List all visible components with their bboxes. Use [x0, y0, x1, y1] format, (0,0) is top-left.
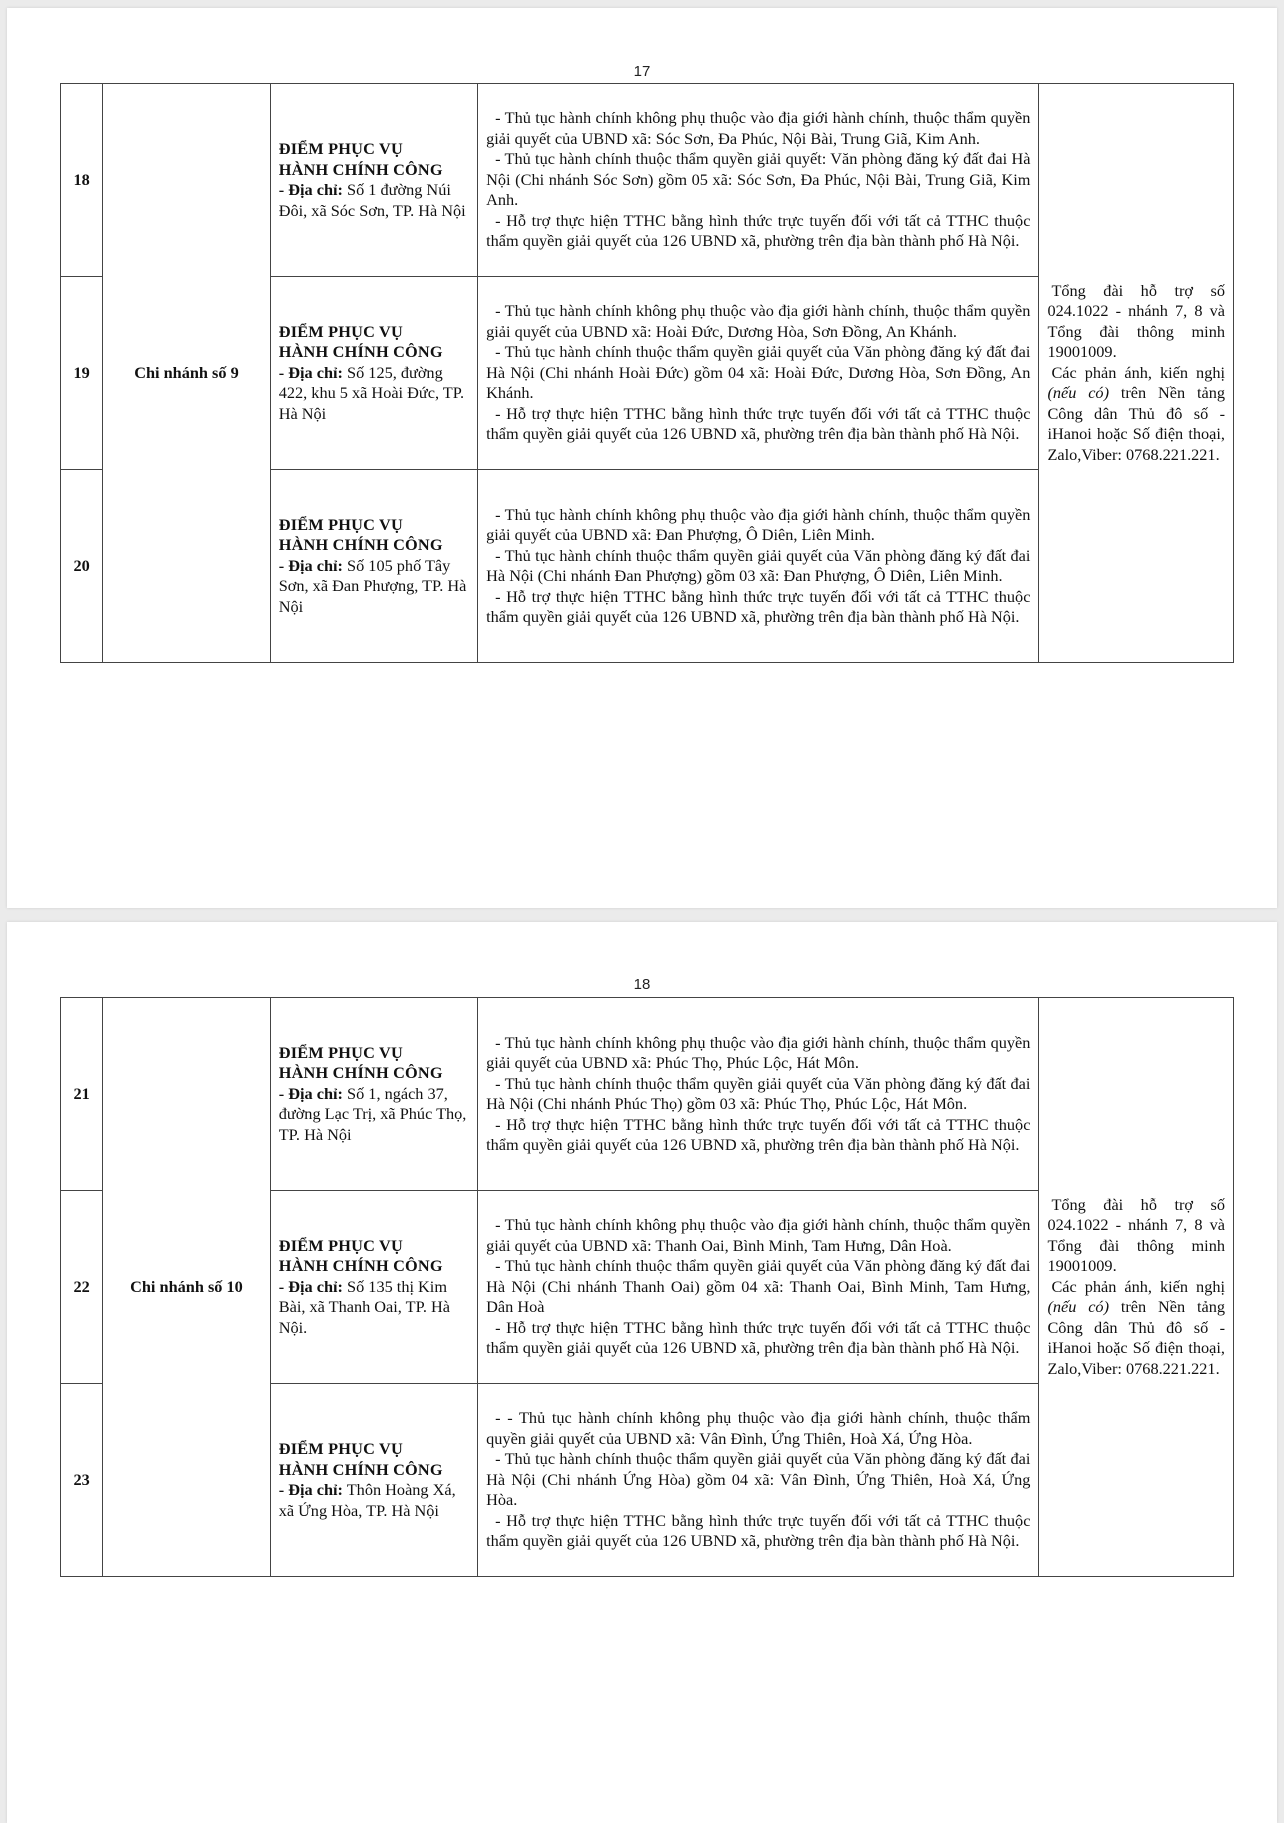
address-label: - Địa chỉ: — [278, 555, 343, 575]
service-point-cell — [270, 277, 477, 470]
branch-name: Chi nhánh số 9 — [103, 84, 271, 663]
row-number: 22 — [61, 1191, 103, 1384]
service-point-address — [279, 180, 469, 221]
page-number: 17 — [633, 63, 651, 80]
address-text: Số 135 thị Kim Bài, xã Thanh Oai, TP. Hà Nội. — [278, 1276, 450, 1337]
service-point-title: ĐIỂM PHỤC VỤ — [278, 1235, 403, 1255]
service-point-address — [279, 363, 469, 425]
description-paragraph: - - Thủ tục hành chính không phụ thuộc vào địa giới hành chính, thuộc thẩm quyền giải quyết của UBND xã: Vân Đình, Ứng Thiên, Hoà Xá, Ứng Hòa. — [486, 1408, 1031, 1448]
feedback-optional-note: (nếu có) — [1047, 383, 1109, 403]
description-paragraph: - Thủ tục hành chính thuộc thẩm quyền giải quyết: Văn phòng đăng ký đất đai Hà Nội (Chi nhánh Sóc Sơn) gồm 05 xã: Sóc Sơn, Đa Phúc, Nội Bài, Trung Giã, Kim Anh. — [486, 149, 1031, 210]
address-label: - Địa chỉ: — [278, 1276, 343, 1296]
procedure-description — [478, 277, 1039, 470]
description-paragraph: - Thủ tục hành chính không phụ thuộc vào địa giới hành chính, thuộc thẩm quyền giải quyết của UBND xã: Đan Phượng, Ô Diên, Liên Minh. — [486, 504, 1031, 544]
service-point-address — [279, 556, 469, 618]
address-label: - Địa chỉ: — [278, 362, 343, 382]
description-paragraph: - Thủ tục hành chính không phụ thuộc vào địa giới hành chính, thuộc thẩm quyền giải quyết của UBND xã: Thanh Oai, Bình Minh, Tam Hưng, Dân Hoà. — [486, 1215, 1031, 1255]
feedback-text-end: trên Nền tảng Công dân Thủ đô số - iHanoi hoặc Số điện thoại, Zalo,Viber: 0768.221.221. — [1047, 1297, 1225, 1378]
address-text: Số 1 đường Núi Đôi, xã Sóc Sơn, TP. Hà Nội — [278, 180, 466, 220]
description-paragraph: - Thủ tục hành chính không phụ thuộc vào địa giới hành chính, thuộc thẩm quyền giải quyết của UBND xã: Sóc Sơn, Đa Phúc, Nội Bài, Trung Giã, Kim Anh. — [486, 108, 1031, 148]
feedback-text-end: trên Nền tảng Công dân Thủ đô số - iHanoi hoặc Số điện thoại, Zalo,Viber: 0768.221.221. — [1047, 383, 1225, 464]
description-paragraph: - Thủ tục hành chính không phụ thuộc vào địa giới hành chính, thuộc thẩm quyền giải quyết của UBND xã: Hoài Đức, Dương Hòa, Sơn Đồng, An Khánh. — [486, 301, 1031, 341]
description-paragraph: - Thủ tục hành chính thuộc thẩm quyền giải quyết của Văn phòng đăng ký đất đai Hà Nội (Chi nhánh Ứng Hòa) gồm 04 xã: Vân Đình, Ứng Thiên, Hoà Xá, Ứng Hòa. — [486, 1449, 1031, 1510]
hotline-text: Tổng đài hỗ trợ số 024.1022 - nhánh 7, 8 và Tổng đài thông minh 19001009. — [1047, 280, 1225, 362]
document-page-17 — [7, 8, 1277, 908]
row-number: 18 — [61, 84, 103, 277]
feedback-text-start: Các phản ánh, kiến nghị — [1051, 362, 1225, 382]
address-text: Thôn Hoàng Xá, xã Ứng Hòa, TP. Hà Nội — [278, 1480, 456, 1520]
description-paragraph: - Hỗ trợ thực hiện TTHC bằng hình thức trực tuyến đối với tất cả TTHC thuộc thẩm quyền giải quyết của 126 UBND xã, phường trên địa bàn thành phố Hà Nội. — [486, 210, 1031, 251]
hotline-text: Tổng đài hỗ trợ số 024.1022 - nhánh 7, 8 và Tổng đài thông minh 19001009. — [1047, 1194, 1225, 1276]
address-text: Số 105 phố Tây Sơn, xã Đan Phượng, TP. Hà Nội — [278, 555, 467, 616]
description-paragraph: - Hỗ trợ thực hiện TTHC bằng hình thức trực tuyến đối với tất cả TTHC thuộc thẩm quyền giải quyết của 126 UBND xã, phường trên địa bàn thành phố Hà Nội. — [486, 1510, 1031, 1551]
procedure-description — [478, 1191, 1039, 1384]
address-text: Số 125, đường 422, khu 5 xã Hoài Đức, TP. Hà Nội — [278, 362, 465, 423]
description-paragraph: - Hỗ trợ thực hiện TTHC bằng hình thức trực tuyến đối với tất cả TTHC thuộc thẩm quyền giải quyết của 126 UBND xã, phường trên địa bàn thành phố Hà Nội. — [486, 403, 1031, 444]
service-point-title: HÀNH CHÍNH CÔNG — [278, 159, 443, 179]
description-paragraph: - Thủ tục hành chính thuộc thẩm quyền giải quyết của Văn phòng đăng ký đất đai Hà Nội (Chi nhánh Đan Phượng) gồm 03 xã: Đan Phượng, Ô Diên, Liên Minh. — [486, 545, 1031, 585]
service-point-address — [279, 1084, 469, 1146]
feedback-text — [1047, 363, 1225, 466]
service-point-cell — [270, 470, 477, 663]
service-point-title: ĐIỂM PHỤC VỤ — [278, 514, 403, 534]
service-point-title: ĐIỂM PHỤC VỤ — [278, 1042, 403, 1062]
feedback-text-start: Các phản ánh, kiến nghị — [1051, 1276, 1225, 1296]
table-row — [61, 998, 1234, 1191]
address-text: Số 1, ngách 37, đường Lạc Trị, xã Phúc Thọ, TP. Hà Nội — [278, 1083, 467, 1144]
service-point-cell — [270, 998, 477, 1191]
description-paragraph: - Thủ tục hành chính thuộc thẩm quyền giải quyết của Văn phòng đăng ký đất đai Hà Nội (Chi nhánh Hoài Đức) gồm 04 xã: Hoài Đức, Dương Hòa, Sơn Đồng, An Khánh. — [486, 342, 1031, 403]
service-point-title: HÀNH CHÍNH CÔNG — [278, 1256, 443, 1276]
address-label: - Địa chỉ: — [278, 1480, 343, 1499]
service-point-title: HÀNH CHÍNH CÔNG — [278, 1063, 443, 1083]
procedure-description — [478, 470, 1039, 663]
row-number: 19 — [61, 277, 103, 470]
page-number: 18 — [633, 976, 651, 993]
procedure-description — [478, 1384, 1039, 1577]
service-point-cell — [270, 1191, 477, 1384]
description-paragraph: - Thủ tục hành chính thuộc thẩm quyền giải quyết của Văn phòng đăng ký đất đai Hà Nội (Chi nhánh Phúc Thọ) gồm 03 xã: Phúc Thọ, Phúc Lộc, Hát Môn. — [486, 1073, 1031, 1113]
service-point-cell — [270, 84, 477, 277]
service-points-table — [60, 83, 1234, 663]
description-paragraph: - Hỗ trợ thực hiện TTHC bằng hình thức trực tuyến đối với tất cả TTHC thuộc thẩm quyền giải quyết của 126 UBND xã, phường trên địa bàn thành phố Hà Nội. — [486, 1114, 1031, 1154]
description-paragraph: - Thủ tục hành chính không phụ thuộc vào địa giới hành chính, thuộc thẩm quyền giải quyết của UBND xã: Phúc Thọ, Phúc Lộc, Hát Môn. — [486, 1032, 1031, 1072]
document-page-18 — [7, 922, 1277, 1823]
table-row — [61, 84, 1234, 277]
service-point-cell — [270, 1384, 477, 1577]
procedure-description — [478, 998, 1039, 1191]
feedback-text — [1047, 1277, 1225, 1380]
service-point-address — [279, 1277, 469, 1339]
procedure-description — [478, 84, 1039, 277]
description-paragraph: - Hỗ trợ thực hiện TTHC bằng hình thức trực tuyến đối với tất cả TTHC thuộc thẩm quyền giải quyết của 126 UBND xã, phường trên địa bàn thành phố Hà Nội. — [486, 1317, 1031, 1358]
branch-name: Chi nhánh số 10 — [103, 998, 271, 1577]
service-points-table — [60, 997, 1234, 1577]
service-point-title: HÀNH CHÍNH CÔNG — [278, 342, 443, 362]
support-contact-cell — [1039, 84, 1234, 663]
row-number: 21 — [61, 998, 103, 1191]
service-point-title: HÀNH CHÍNH CÔNG — [278, 535, 443, 555]
service-point-title: ĐIỂM PHỤC VỤ — [278, 1439, 403, 1458]
feedback-optional-note: (nếu có) — [1047, 1297, 1109, 1317]
description-paragraph: - Thủ tục hành chính thuộc thẩm quyền giải quyết của Văn phòng đăng ký đất đai Hà Nội (Chi nhánh Thanh Oai) gồm 04 xã: Thanh Oai, Bình Minh, Tam Hưng, Dân Hoà — [486, 1256, 1031, 1317]
service-point-address — [279, 1480, 469, 1521]
service-point-title: HÀNH CHÍNH CÔNG — [278, 1459, 443, 1479]
service-point-title: ĐIỂM PHỤC VỤ — [278, 139, 403, 158]
row-number: 20 — [61, 470, 103, 663]
support-contact-cell — [1039, 998, 1234, 1577]
service-point-title: ĐIỂM PHỤC VỤ — [278, 321, 403, 341]
address-label: - Địa chỉ: — [278, 180, 343, 199]
row-number: 23 — [61, 1384, 103, 1577]
address-label: - Địa chỉ: — [278, 1083, 343, 1103]
description-paragraph: - Hỗ trợ thực hiện TTHC bằng hình thức trực tuyến đối với tất cả TTHC thuộc thẩm quyền giải quyết của 126 UBND xã, phường trên địa bàn thành phố Hà Nội. — [486, 586, 1031, 626]
